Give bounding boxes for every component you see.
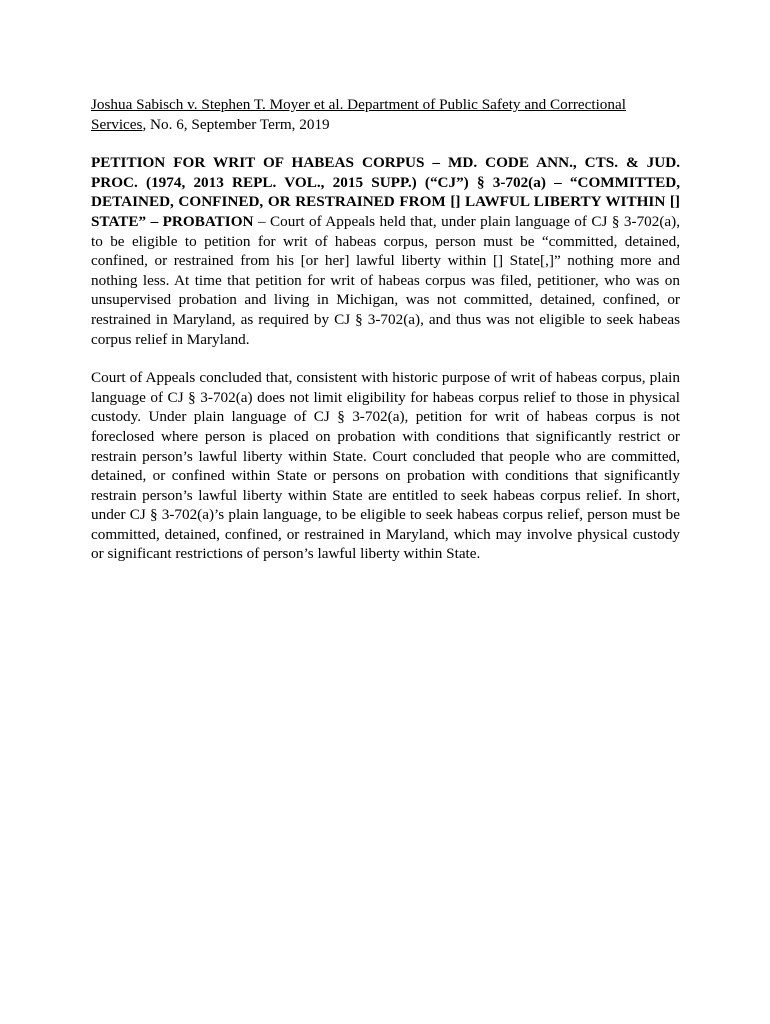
document-page xyxy=(91,95,680,583)
headnote-heading: PETITION FOR WRIT OF HABEAS CORPUS – MD. CODE ANN., CTS. & JUD. PROC. (1974, 2013 REPL. VOL., 2015 SUPP.) (“CJ”) § 3-702(a) – “COMMITTED, DETAINED, CONFINED, OR RESTRAINED FROM [] LAWFUL LIBERTY WITHIN [] STATE” – PROBATION xyxy=(91,154,680,230)
holding-paragraph: Court of Appeals concluded that, consistent with historic purpose of writ of habeas corpus, plain language of CJ § 3-702(a) does not limit eligibility for habeas corpus relief to those in physical custody. Under plain language of CJ § 3-702(a), petition for writ of habeas corpus is not foreclosed where person is placed on probation with conditions that significantly restrict or restrain person’s lawful liberty within State. Court concluded that people who are committed, detained, or confined within State or persons on probation with conditions that significantly restrain person’s lawful liberty within State are entitled to seek habeas corpus relief. In short, under CJ § 3-702(a)’s plain language, to be eligible to seek habeas corpus relief, person must be committed, detained, confined, or restrained in Maryland, which may involve physical custody or significant restrictions of person’s lawful liberty within State. xyxy=(91,369,680,563)
case-citation: , No. 6, September Term, 2019 xyxy=(142,115,330,133)
headnote-body: – Court of Appeals held that, under plain language of CJ § 3-702(a), to be eligible to petition for writ of habeas corpus, person must be “committed, detained, confined, or restrained from his [or her] lawful liberty within [] State[,]” nothing more and nothing less. At time that petition for writ of habeas corpus was filed, petitioner, who was on unsupervised probation and living in Michigan, was not committed, detained, confined, or restrained in Maryland, as required by CJ § 3-702(a), and thus was not eligible to seek habeas corpus relief in Maryland. xyxy=(91,212,680,348)
headnote-paragraph xyxy=(91,153,680,349)
case-name: Joshua Sabisch v. Stephen T. Moyer et al. Department of Public Safety and Correctional Services xyxy=(91,96,626,133)
case-caption xyxy=(91,95,680,134)
